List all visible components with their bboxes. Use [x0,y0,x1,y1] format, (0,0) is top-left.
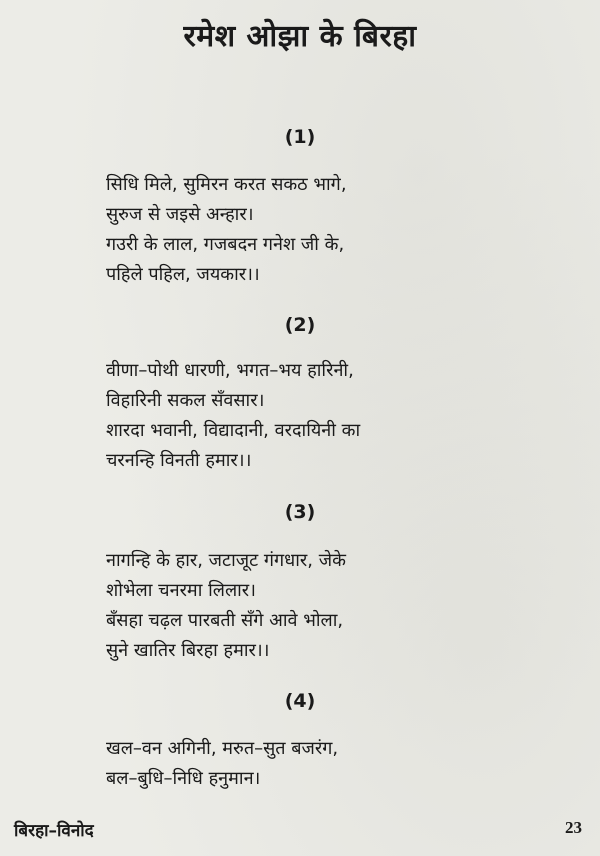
verse-line: पहिले पहिल, जयकार।। [106,264,260,285]
verse-line: शारदा भवानी, विद्यादानी, वरदायिनी का [106,420,361,441]
verse-1 [106,170,546,290]
verse-number-4: (4) [284,690,316,712]
verse-line: सुरुज से जइसे अन्हार। [106,204,254,225]
verse-number-2: (2) [284,314,316,336]
verse-line: गउरी के लाल, गजबदन गनेश जी के, [106,234,345,255]
verse-4 [106,734,546,794]
verse-number-1: (1) [284,126,316,148]
footer-book-title: बिरहा–विनोद [14,821,94,841]
verse-line: वीणा–पोथी धारणी, भगत–भय हारिनी, [106,360,354,381]
verse-line: नागन्हि के हार, जटाजूट गंगधार, जेके [106,550,346,571]
page-title: रमेश ओझा के बिरहा [183,19,417,54]
verse-line: चरनन्हि विनती हमार।। [106,450,252,471]
verse-line: खल–वन अगिनी, मरुत–सुत बजरंग, [106,738,339,759]
verse-line: शोभेला चनरमा लिलार। [106,580,256,601]
verse-line: बल–बुधि–निधि हनुमान। [106,768,261,789]
verse-line: विहारिनी सकल सँवसार। [106,390,265,411]
verse-line: बँसहा चढ़ल पारबती सँगे आवे भोला, [106,610,344,631]
verse-2 [106,356,546,476]
verse-3 [106,546,546,666]
verse-line: सुने खातिर बिरहा हमार।। [106,640,270,661]
verse-number-3: (3) [284,501,316,523]
page-number: 23 [565,818,582,837]
verse-line: सिधि मिले, सुमिरन करत सकठ भागे, [106,174,347,195]
